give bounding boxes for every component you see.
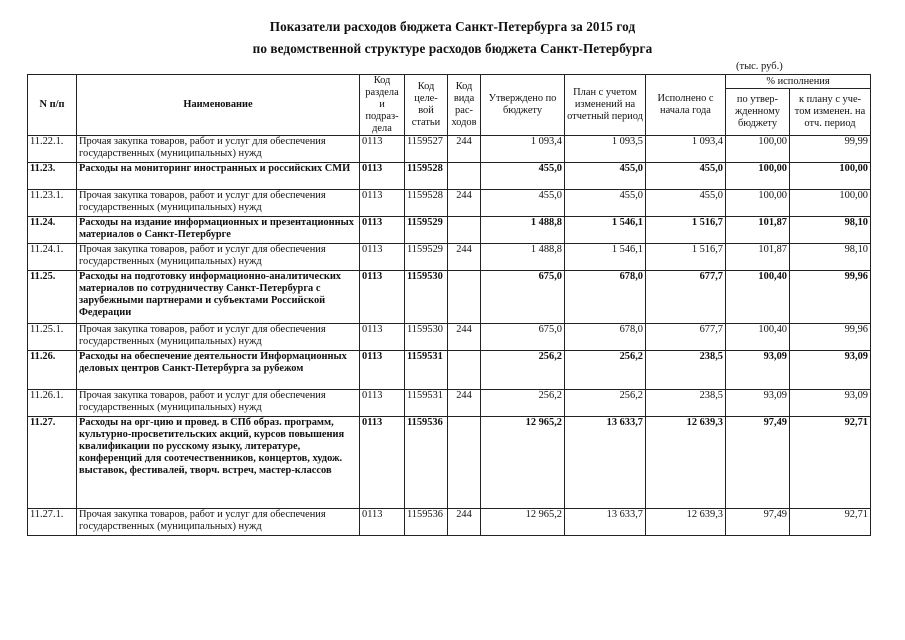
row-approved: 12 965,2 <box>481 509 565 536</box>
row-pct-approved: 100,00 <box>726 190 790 217</box>
table-row <box>28 163 871 190</box>
row-number: 11.27. <box>28 417 77 509</box>
row-type-code: 244 <box>448 136 481 163</box>
row-pct-approved: 100,40 <box>726 271 790 324</box>
row-section-code: 0113 <box>360 163 405 190</box>
row-name: Расходы на издание информационных и презентационных материалов о Санкт-Петербурге <box>77 217 360 244</box>
row-number: 11.23.1. <box>28 190 77 217</box>
report-subtitle: по ведомственной структуре расходов бюджета Санкт-Петербурга <box>252 41 653 56</box>
header-pct-plan: к плану с уче-том изменен. на отч. период <box>790 89 871 136</box>
row-number: 11.26.1. <box>28 390 77 417</box>
header-pct-group: % исполнения <box>726 75 871 89</box>
row-section-code: 0113 <box>360 244 405 271</box>
row-pct-approved: 93,09 <box>726 390 790 417</box>
row-executed: 455,0 <box>646 190 726 217</box>
row-executed: 677,7 <box>646 271 726 324</box>
row-item-code: 1159528 <box>405 190 448 217</box>
row-pct-approved: 97,49 <box>726 509 790 536</box>
table-row <box>28 390 871 417</box>
header-no: N п/п <box>28 75 77 136</box>
table-row <box>28 271 871 324</box>
row-name: Расходы на подготовку информационно-аналитических материалов по сотрудничеству Санкт-Петербурга с зарубежными партнерами и субъектами Российской Федерации <box>77 271 360 324</box>
row-name: Прочая закупка товаров, работ и услуг для обеспечения государственных (муниципальных) нужд <box>77 244 360 271</box>
row-executed: 12 639,3 <box>646 417 726 509</box>
row-approved: 1 488,8 <box>481 244 565 271</box>
row-approved: 12 965,2 <box>481 417 565 509</box>
row-plan: 1 546,1 <box>565 244 646 271</box>
row-number: 11.23. <box>28 163 77 190</box>
table-row <box>28 351 871 390</box>
budget-table <box>27 74 871 536</box>
row-item-code: 1159529 <box>405 217 448 244</box>
row-approved: 1 093,4 <box>481 136 565 163</box>
row-type-code <box>448 417 481 509</box>
row-executed: 1 516,7 <box>646 244 726 271</box>
row-type-code: 244 <box>448 324 481 351</box>
row-plan: 256,2 <box>565 390 646 417</box>
row-pct-plan: 93,09 <box>790 351 871 390</box>
row-name: Расходы на мониторинг иностранных и российских СМИ <box>77 163 360 190</box>
row-approved: 455,0 <box>481 190 565 217</box>
row-type-code: 244 <box>448 509 481 536</box>
row-pct-approved: 100,00 <box>726 136 790 163</box>
table-row <box>28 324 871 351</box>
row-pct-approved: 101,87 <box>726 244 790 271</box>
row-approved: 675,0 <box>481 271 565 324</box>
row-section-code: 0113 <box>360 271 405 324</box>
row-type-code <box>448 217 481 244</box>
row-approved: 1 488,8 <box>481 217 565 244</box>
row-item-code: 1159536 <box>405 509 448 536</box>
row-pct-plan: 98,10 <box>790 244 871 271</box>
row-executed: 238,5 <box>646 351 726 390</box>
row-number: 11.26. <box>28 351 77 390</box>
header-approved: Утверждено по бюджету <box>481 75 565 136</box>
table-body <box>28 136 871 536</box>
row-name: Прочая закупка товаров, работ и услуг для обеспечения государственных (муниципальных) нужд <box>77 324 360 351</box>
row-plan: 256,2 <box>565 351 646 390</box>
row-type-code <box>448 163 481 190</box>
row-section-code: 0113 <box>360 509 405 536</box>
row-name: Прочая закупка товаров, работ и услуг для обеспечения государственных (муниципальных) нужд <box>77 190 360 217</box>
row-number: 11.27.1. <box>28 509 77 536</box>
row-item-code: 1159531 <box>405 390 448 417</box>
row-approved: 256,2 <box>481 351 565 390</box>
row-section-code: 0113 <box>360 417 405 509</box>
row-number: 11.25.1. <box>28 324 77 351</box>
header-pct-approved: по утвер-жденному бюджету <box>726 89 790 136</box>
row-name: Прочая закупка товаров, работ и услуг для обеспечения государственных (муниципальных) нужд <box>77 390 360 417</box>
row-item-code: 1159528 <box>405 163 448 190</box>
table-row <box>28 136 871 163</box>
row-plan: 1 546,1 <box>565 217 646 244</box>
row-type-code: 244 <box>448 390 481 417</box>
row-number: 11.24.1. <box>28 244 77 271</box>
row-plan: 678,0 <box>565 271 646 324</box>
header-name: Наименование <box>77 75 360 136</box>
row-pct-plan: 100,00 <box>790 163 871 190</box>
row-number: 11.25. <box>28 271 77 324</box>
row-section-code: 0113 <box>360 324 405 351</box>
row-section-code: 0113 <box>360 136 405 163</box>
table-row <box>28 217 871 244</box>
row-type-code <box>448 351 481 390</box>
header-type-code: Код вида рас-ходов <box>448 75 481 136</box>
row-executed: 455,0 <box>646 163 726 190</box>
row-item-code: 1159530 <box>405 271 448 324</box>
row-name: Расходы на обеспечение деятельности Информационных деловых центров Санкт-Петербурга за рубежом <box>77 351 360 390</box>
row-pct-plan: 99,96 <box>790 271 871 324</box>
row-pct-plan: 99,96 <box>790 324 871 351</box>
row-pct-approved: 100,00 <box>726 163 790 190</box>
table-row <box>28 509 871 536</box>
row-section-code: 0113 <box>360 390 405 417</box>
header-item-code: Код целе-вой статьи <box>405 75 448 136</box>
row-type-code: 244 <box>448 190 481 217</box>
row-plan: 1 093,5 <box>565 136 646 163</box>
row-pct-approved: 100,40 <box>726 324 790 351</box>
row-executed: 1 093,4 <box>646 136 726 163</box>
row-executed: 677,7 <box>646 324 726 351</box>
row-item-code: 1159530 <box>405 324 448 351</box>
row-pct-plan: 93,09 <box>790 390 871 417</box>
row-item-code: 1159529 <box>405 244 448 271</box>
header-executed: Исполнено с начала года <box>646 75 726 136</box>
row-item-code: 1159536 <box>405 417 448 509</box>
report-title: Показатели расходов бюджета Санкт-Петербурга за 2015 год <box>269 19 636 34</box>
table-row <box>28 417 871 509</box>
row-plan: 455,0 <box>565 163 646 190</box>
row-plan: 678,0 <box>565 324 646 351</box>
table-row <box>28 190 871 217</box>
row-pct-plan: 92,71 <box>790 417 871 509</box>
row-number: 11.24. <box>28 217 77 244</box>
row-name: Прочая закупка товаров, работ и услуг для обеспечения государственных (муниципальных) нужд <box>77 136 360 163</box>
row-executed: 12 639,3 <box>646 509 726 536</box>
row-approved: 675,0 <box>481 324 565 351</box>
row-type-code: 244 <box>448 244 481 271</box>
row-plan: 13 633,7 <box>565 417 646 509</box>
row-item-code: 1159531 <box>405 351 448 390</box>
row-section-code: 0113 <box>360 190 405 217</box>
row-approved: 256,2 <box>481 390 565 417</box>
row-number: 11.22.1. <box>28 136 77 163</box>
row-pct-plan: 98,10 <box>790 217 871 244</box>
table-row <box>28 244 871 271</box>
row-executed: 238,5 <box>646 390 726 417</box>
header-plan: План с учетом изменений на отчетный период <box>565 75 646 136</box>
row-pct-plan: 99,99 <box>790 136 871 163</box>
row-approved: 455,0 <box>481 163 565 190</box>
row-plan: 13 633,7 <box>565 509 646 536</box>
row-pct-approved: 97,49 <box>726 417 790 509</box>
row-executed: 1 516,7 <box>646 217 726 244</box>
row-pct-approved: 93,09 <box>726 351 790 390</box>
row-item-code: 1159527 <box>405 136 448 163</box>
row-type-code <box>448 271 481 324</box>
row-section-code: 0113 <box>360 217 405 244</box>
row-name: Расходы на орг-цию и провед. в СПб образ. программ, культурно-просветительских акций, курсов повышения квалификации по русскому языку, литературе, конференций для соотечественников, концертов, худож. выставок, фестивалей, творч. встреч, мастер-классов <box>77 417 360 509</box>
row-name: Прочая закупка товаров, работ и услуг для обеспечения государственных (муниципальных) нужд <box>77 509 360 536</box>
units-label: (тыс. руб.) <box>736 61 783 72</box>
row-pct-approved: 101,87 <box>726 217 790 244</box>
row-section-code: 0113 <box>360 351 405 390</box>
row-pct-plan: 92,71 <box>790 509 871 536</box>
row-pct-plan: 100,00 <box>790 190 871 217</box>
row-plan: 455,0 <box>565 190 646 217</box>
header-section-code: Код раздела и подраз-дела <box>360 75 405 136</box>
